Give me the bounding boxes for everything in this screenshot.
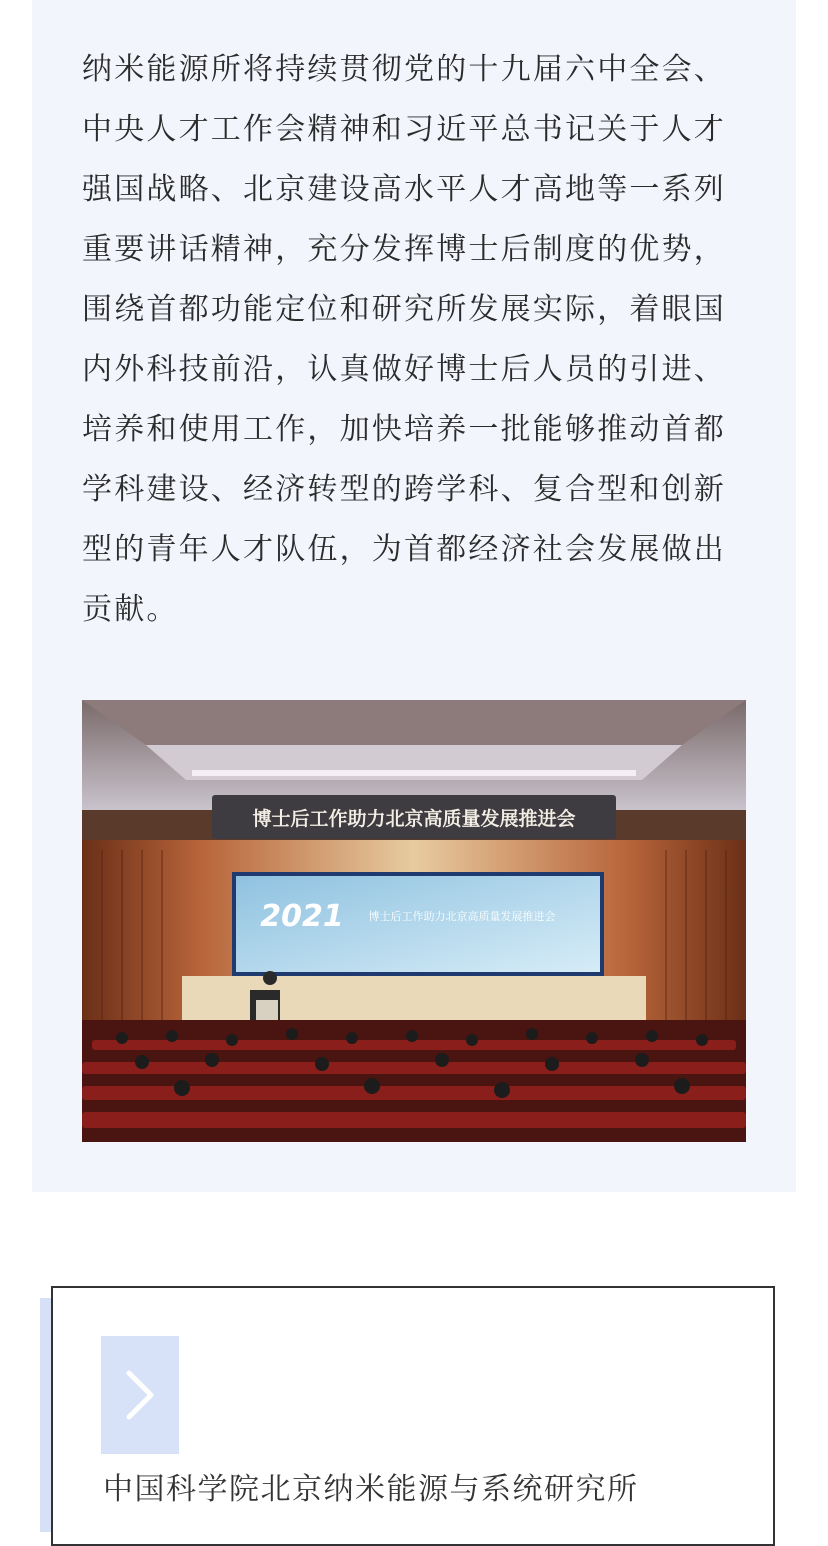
banner-text: 博士后工作助力北京高质量发展推进会 xyxy=(252,808,576,830)
article-paragraph: 纳米能源所将持续贯彻党的十九届六中全会、中央人才工作会精神和习近平总书记关于人才强国战略、北京建设高水平人才高地等一系列重要讲话精神，充分发挥博士后制度的优势，围绕首都功能定位和研究所发展实际，着眼国内外科技前沿，认真做好博士后人员的引进、培养和使用工作，加快培养一批能够推动首都学科建设、经济转型的跨学科、复合型和创新型的青年人才队伍，为首都经济社会发展做出贡献。 xyxy=(82,52,726,627)
screen-year: 2021 xyxy=(260,899,344,934)
footer-card[interactable] xyxy=(51,1286,775,1546)
article-card xyxy=(32,0,796,1192)
screen-title: 博士后工作助力北京高质量发展推进会 xyxy=(368,910,556,923)
organization-name: 中国科学院北京纳米能源与系统研究所 xyxy=(103,1472,639,1507)
chevron-right-icon[interactable] xyxy=(101,1336,179,1454)
conference-photo xyxy=(82,700,746,1142)
